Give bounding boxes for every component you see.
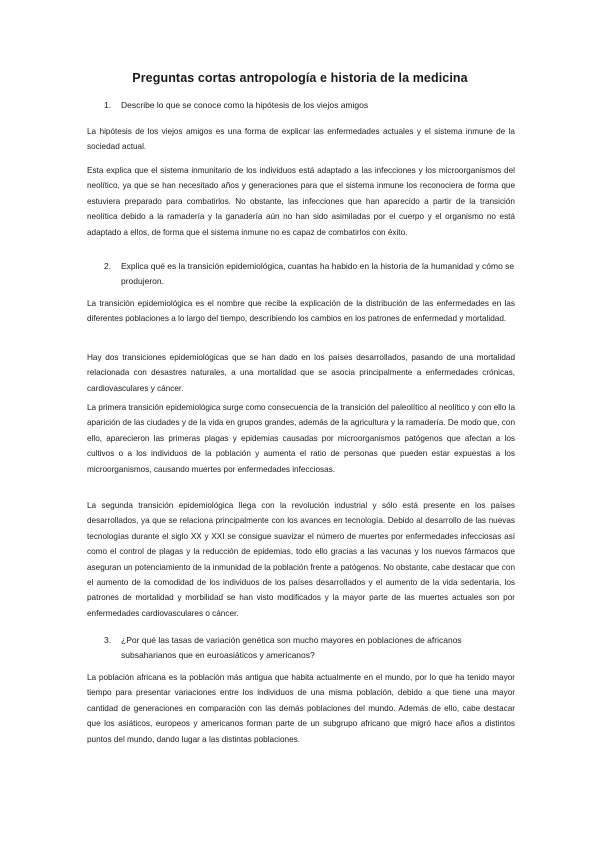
question-text: ¿Por qué las tasas de variación genética son mucho mayores en poblaciones de africanos subsaharianos que en euroasiáticos y americanos? <box>121 635 462 660</box>
document-title: Preguntas cortas antropología e historia de la medicina <box>132 71 468 85</box>
question-text: Explica qué es la transición epidemiológica, cuantas ha habido en la historia de la humanidad y cómo se produjeron. <box>121 261 515 286</box>
question-3 <box>104 633 516 663</box>
question-2 <box>104 259 516 289</box>
answer-paragraph: La transición epidemiológica es el nombre que recibe la explicación de la distribución de las enfermedades en las diferentes poblaciones a lo largo del tiempo, describiendo los cambios en los patrones de enfermedad y mortalidad. <box>87 299 515 324</box>
question-1 <box>104 98 516 113</box>
question-number: 3. <box>104 635 112 645</box>
answer-paragraph: La hipótesis de los viejos amigos es una forma de explicar las enfermedades actuales y el sistema inmune de la sociedad actual. <box>87 127 515 152</box>
answer-paragraph: La segunda transición epidemiológica llega con la revolución industrial y sólo está presente en los países desarrollados, ya que se relaciona principalmente con los avances en tecnología. Debido al desarrollo de las nuevas tecnologías durante el siglo XX y XXI se consigue suavizar el número de muertes por enfermedades infecciosas así como el control de plagas y la reducción de epidemias, todo ello gracias a las vacunas y los nuevos fármacos que aseguran un potenciamiento de la inmunidad de la población frente a patógenos. No obstante, cabe destacar que con el aumento de la comodidad de los individuos de los países desarrollados y el aumento de la vida sedentaria, los patrones de mortalidad y morbilidad se han visto modificados y la mayor parte de las muertes actuales son por enfermedades cardiovasculares o cáncer. <box>87 501 515 618</box>
answer-paragraph: Esta explica que el sistema inmunitario de los individuos está adaptado a las infecciones y los microorganismos del neolítico, ya que se han necesitado años y generaciones para que el sistema inmune los reconociera de forma que estuviera preparado para combatirlos. No obstante, las infecciones que han aparecido a partir de la transición neolítica debido a la ramadería y la ganadería aún no han sido asimiladas por el cuerpo y el organismo no está adaptado a ellos, de forma que el sistema inmune no es capaz de combatirlos con éxito. <box>87 166 515 237</box>
answer-paragraph: La primera transición epidemiológica surge como consecuencia de la transición del paleolítico al neolítico y con ello la aparición de las ciudades y de la vida en grupos grandes, además de la agricultura y la ramadería. De modo que, con ello, aparecieron las primeras plagas y epidemias causadas por microorganismos patógenos que afectan a los cultivos o a los individuos de la población y aumenta el ratio de personas que pueden estar expuestas a los microorganismos, causando muertes por enfermedades infecciosas. <box>87 403 515 474</box>
answer-paragraph: La población africana es la población más antigua que habita actualmente en el mundo, por lo que ha tenido mayor tiempo para presentar variaciones entre los individuos de una misma población, debido a que tiene una mayor cantidad de generaciones en comparación con las demás poblaciones del mundo. Además de ello, cabe destacar que los asiáticos, europeos y americanos forman parte de un subgrupo africano que migró hace años a distintos puntos del mundo, dando lugar a las distintas poblaciones. <box>87 673 515 744</box>
question-number: 1. <box>104 100 112 110</box>
answer-paragraph: Hay dos transiciones epidemiológicas que se han dado en los países desarrollados, pasando de una mortalidad relacionada con desastres naturales, a una mortalidad que se asocia principalmente a enfermedades crónicas, cardiovasculares y cáncer. <box>87 353 515 393</box>
question-text: Describe lo que se conoce como la hipótesis de los viejos amigos <box>121 100 369 110</box>
question-number: 2. <box>104 261 112 271</box>
